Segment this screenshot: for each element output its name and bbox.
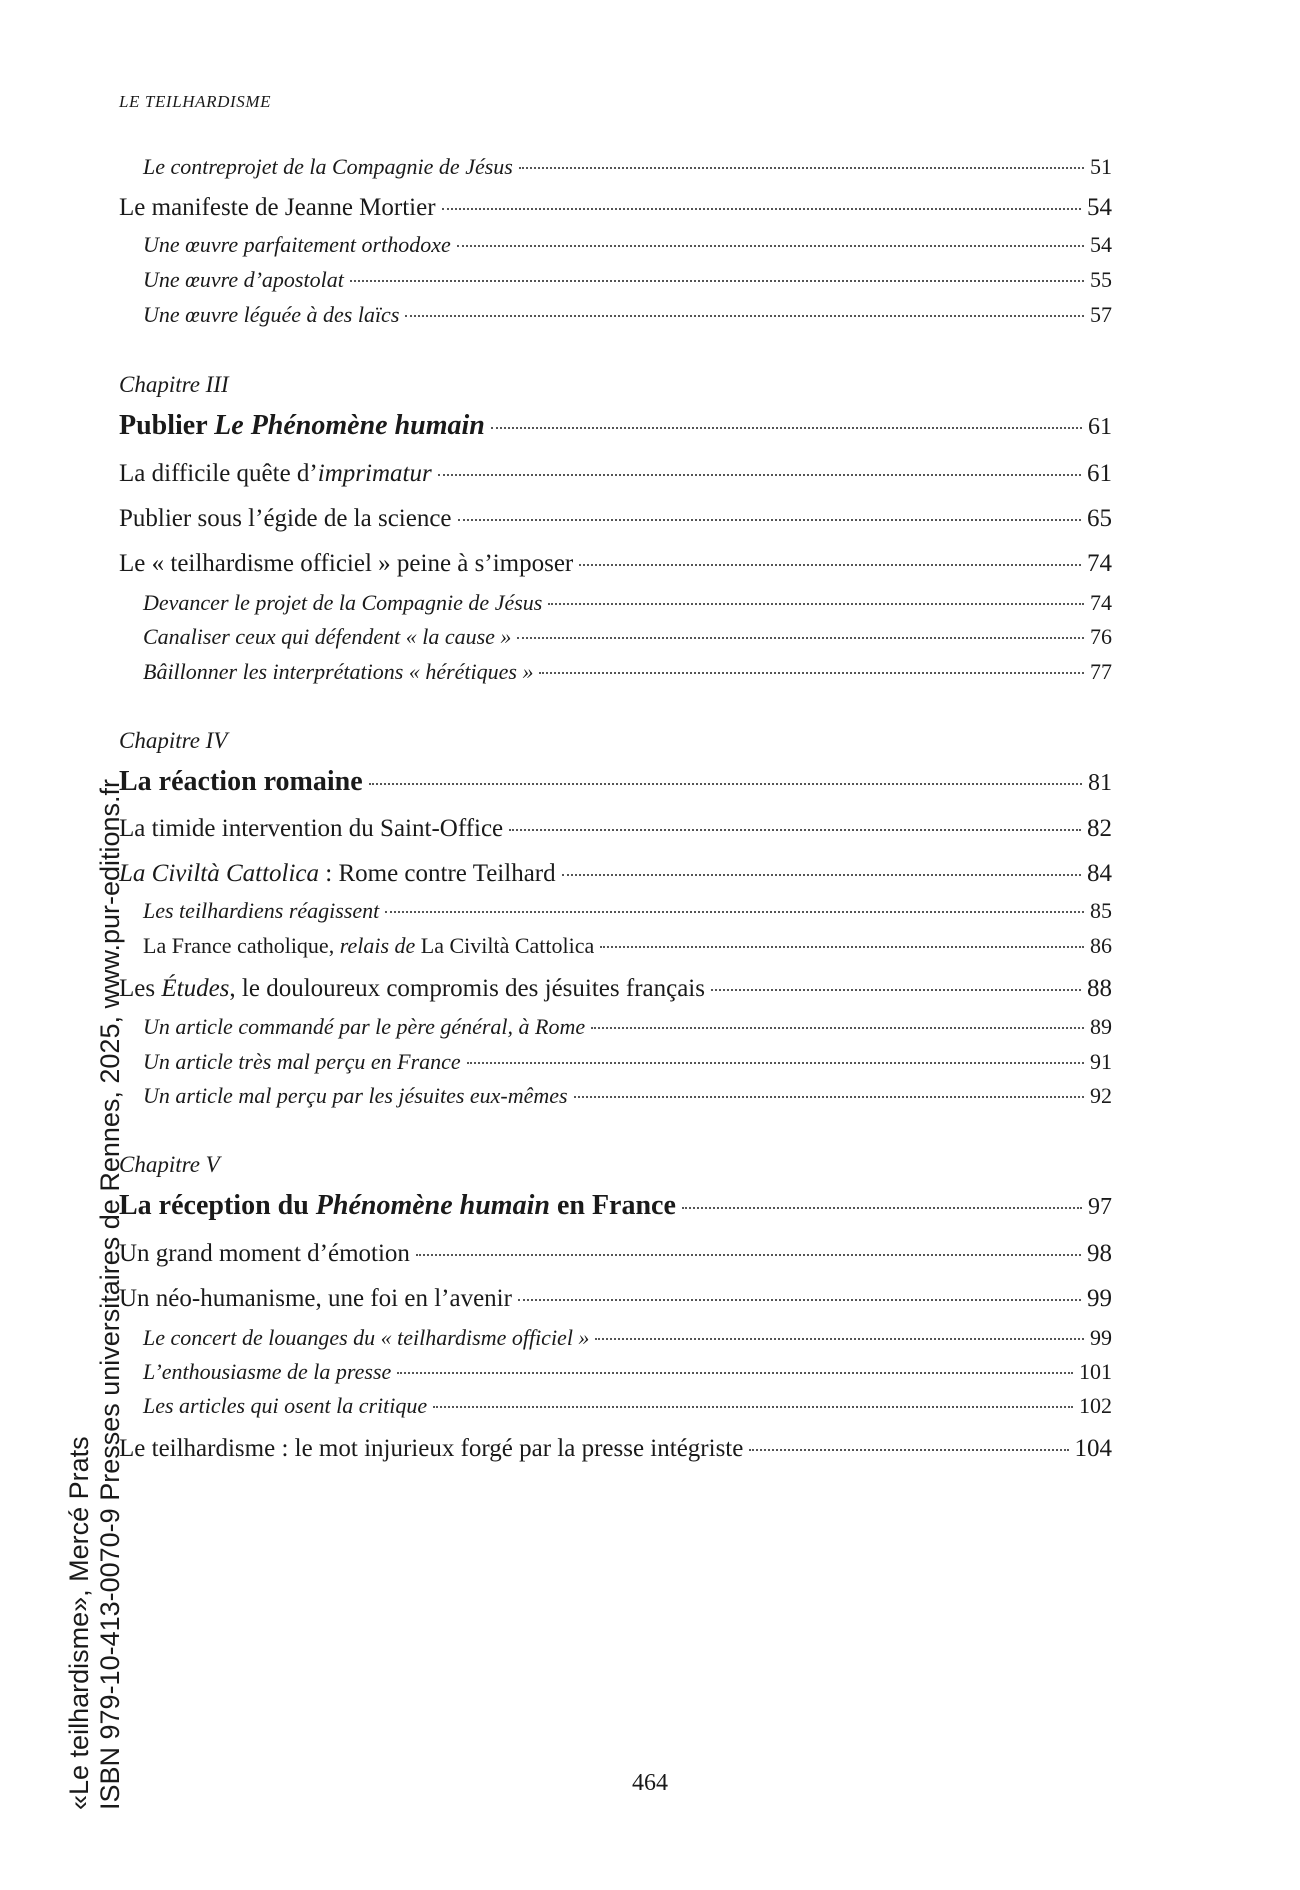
toc-title-segment: Le contreprojet de la Compagnie de Jésus xyxy=(143,154,513,179)
toc-entry[interactable] xyxy=(119,624,1112,650)
dot-leader xyxy=(711,989,1081,991)
toc-page-number: 89 xyxy=(1090,1014,1112,1039)
dot-leader xyxy=(562,874,1081,876)
toc-entry-title xyxy=(119,766,363,798)
toc-entry-title xyxy=(143,898,379,924)
toc-chapter-title[interactable] xyxy=(119,1190,1112,1222)
dot-leader xyxy=(548,603,1084,605)
dot-leader xyxy=(405,315,1084,317)
dot-leader xyxy=(509,829,1081,831)
toc-entry[interactable] xyxy=(119,1393,1112,1419)
toc-title-segment: L’enthousiasme de la presse xyxy=(143,1359,392,1384)
dot-leader xyxy=(369,783,1082,785)
toc-entry[interactable] xyxy=(119,659,1112,685)
toc-entry-title xyxy=(119,1435,743,1463)
toc-entry-title xyxy=(143,267,344,293)
toc-title-segment: Publier xyxy=(119,410,215,441)
toc-entry-title xyxy=(119,815,503,843)
toc-entry[interactable] xyxy=(119,1014,1112,1040)
toc-entry-title xyxy=(119,194,436,222)
toc-page-number: 92 xyxy=(1090,1083,1112,1108)
toc-page-number: 61 xyxy=(1087,460,1112,487)
dot-leader xyxy=(595,1338,1084,1340)
toc-title-segment: Une œuvre léguée à des laïcs xyxy=(143,302,400,327)
side-credit-line-1: «Le teilhardisme», Mercé Prats xyxy=(64,1436,94,1810)
toc-title-segment: Les articles qui osent la critique xyxy=(143,1393,428,1418)
toc-title-segment: Un grand moment d’émotion xyxy=(119,1240,410,1267)
toc-title-segment: La timide intervention du Saint-Office xyxy=(119,815,504,842)
toc-entry-title xyxy=(143,1083,568,1109)
toc-entry[interactable] xyxy=(119,302,1112,328)
toc-entry[interactable] xyxy=(119,860,1112,888)
dot-leader xyxy=(591,1027,1084,1029)
chapter-label: Chapitre V xyxy=(119,1152,220,1177)
toc-entry[interactable] xyxy=(119,975,1112,1003)
toc-entry-title xyxy=(119,975,705,1003)
dot-leader xyxy=(749,1449,1068,1451)
dot-leader xyxy=(467,1062,1084,1064)
toc-entry[interactable] xyxy=(119,898,1112,924)
toc-entry[interactable] xyxy=(119,933,1112,959)
toc-title-segment: en France xyxy=(549,1190,676,1221)
toc-title-segment: Phénomène humain xyxy=(315,1190,550,1221)
toc-title-segment: imprimatur xyxy=(317,460,432,487)
toc-page-number: 74 xyxy=(1090,590,1112,615)
dot-leader xyxy=(385,911,1084,913)
toc-page-number: 91 xyxy=(1090,1049,1112,1074)
toc-entry[interactable] xyxy=(119,154,1112,180)
dot-leader xyxy=(682,1207,1082,1209)
toc-entry[interactable] xyxy=(119,460,1112,488)
dot-leader xyxy=(519,167,1084,169)
toc-title-segment: Le Phénomène humain xyxy=(214,410,485,441)
toc-entry-title xyxy=(143,1014,585,1040)
toc-entry-title xyxy=(119,860,556,888)
toc-title-segment: La Civiltà Cattolica xyxy=(415,933,595,958)
toc-page-number: 88 xyxy=(1087,975,1112,1002)
dot-leader xyxy=(491,427,1082,429)
toc-entry[interactable] xyxy=(119,1325,1112,1351)
toc-title-segment: relais de xyxy=(339,933,416,958)
chapter-label: Chapitre IV xyxy=(119,728,228,753)
toc-entry-title xyxy=(143,624,511,650)
toc-page-number: 61 xyxy=(1088,414,1112,440)
toc-title-segment: Les xyxy=(119,975,162,1002)
toc-entry[interactable] xyxy=(119,1285,1112,1313)
toc-entry[interactable] xyxy=(119,590,1112,616)
toc-page-number: 57 xyxy=(1090,302,1112,327)
toc-title-segment: La réception du xyxy=(119,1190,316,1221)
toc-entry[interactable] xyxy=(119,505,1112,533)
toc-entry-title xyxy=(143,933,594,959)
toc-title-segment: Bâillonner les interprétations « hérétiques » xyxy=(143,659,534,684)
toc-page-number: 86 xyxy=(1090,933,1112,958)
toc-page-number: 97 xyxy=(1088,1194,1112,1220)
toc-entry-title xyxy=(143,1325,589,1351)
toc-title-segment: Une œuvre parfaitement orthodoxe xyxy=(143,232,451,257)
page-number: 464 xyxy=(632,1770,668,1796)
toc-title-segment: Études xyxy=(161,975,230,1002)
toc-title-segment: Le « teilhardisme officiel » peine à s’imposer xyxy=(119,550,574,577)
toc-page-number: 77 xyxy=(1090,659,1112,684)
toc-page-number: 101 xyxy=(1079,1359,1112,1384)
toc-page-number: 82 xyxy=(1087,815,1112,842)
toc-title-segment: Canaliser ceux qui défendent « la cause » xyxy=(143,624,512,649)
dot-leader xyxy=(574,1096,1084,1098)
dot-leader xyxy=(457,245,1084,247)
toc-page-number: 99 xyxy=(1087,1285,1112,1312)
toc-entry[interactable] xyxy=(119,1240,1112,1268)
toc-entry-title xyxy=(143,659,533,685)
toc-title-segment: La difficile quête d’ xyxy=(119,460,318,487)
toc-chapter-title[interactable] xyxy=(119,410,1112,442)
toc-entry-title xyxy=(119,1240,410,1268)
toc-entry-title xyxy=(119,410,485,442)
toc-entry[interactable] xyxy=(119,232,1112,258)
side-credit xyxy=(64,779,126,1810)
toc-chapter-title[interactable] xyxy=(119,766,1112,798)
toc-title-segment: Le manifeste de Jeanne Mortier xyxy=(119,194,436,221)
running-head: LE TEILHARDISME xyxy=(119,92,272,111)
dot-leader xyxy=(458,519,1081,521)
toc-page-number: 98 xyxy=(1087,1240,1112,1267)
toc-entry[interactable] xyxy=(119,1049,1112,1075)
toc-entry-title xyxy=(119,1285,512,1313)
toc-entry[interactable] xyxy=(119,1083,1112,1109)
dot-leader xyxy=(350,280,1084,282)
toc-page-number: 55 xyxy=(1090,267,1112,292)
dot-leader xyxy=(438,474,1081,476)
toc-title-segment: La France catholique, xyxy=(143,933,340,958)
toc-entry-title xyxy=(143,302,399,328)
toc-entry[interactable] xyxy=(119,1359,1112,1385)
dot-leader xyxy=(397,1372,1073,1374)
toc-entry[interactable] xyxy=(119,1435,1112,1463)
toc-page-number: 54 xyxy=(1087,194,1112,221)
toc-entry[interactable] xyxy=(119,550,1112,578)
toc-page-number: 102 xyxy=(1079,1393,1112,1418)
toc-page-number: 74 xyxy=(1087,550,1112,577)
toc-title-segment: Un article commandé par le père général, à Rome xyxy=(143,1014,586,1039)
dot-leader xyxy=(518,1299,1081,1301)
toc-page-number: 85 xyxy=(1090,898,1112,923)
dot-leader xyxy=(433,1406,1073,1408)
toc-title-segment: Un article mal perçu par les jésuites eux-mêmes xyxy=(143,1083,568,1108)
toc-entry-title xyxy=(119,460,432,488)
dot-leader xyxy=(600,946,1084,948)
chapter-label: Chapitre III xyxy=(119,372,229,397)
toc-page-number: 81 xyxy=(1088,770,1112,796)
toc-entry-title xyxy=(143,154,513,180)
dot-leader xyxy=(579,564,1081,566)
dot-leader xyxy=(442,208,1081,210)
toc-title-segment: Une œuvre d’apostolat xyxy=(143,267,344,292)
side-credit-line-2: ISBN 979-10-413-0070-9 Presses universitaires de Rennes, 2025, www.pur-editions.fr xyxy=(95,778,125,1810)
toc-entry[interactable] xyxy=(119,267,1112,293)
toc-page-number: 76 xyxy=(1090,624,1112,649)
toc-title-segment: Les teilhardiens réagissent xyxy=(143,898,380,923)
toc-title-segment: Un article très mal perçu en France xyxy=(143,1049,461,1074)
toc-page-number: 104 xyxy=(1074,1435,1112,1462)
toc-page-number: 99 xyxy=(1090,1325,1112,1350)
toc-entry-title xyxy=(143,232,451,258)
toc-title-segment: Publier sous l’égide de la science xyxy=(119,505,452,532)
dot-leader xyxy=(539,672,1084,674)
toc-title-segment: , le douloureux compromis des jésuites français xyxy=(229,975,705,1002)
toc-page-number: 51 xyxy=(1090,154,1112,179)
toc-title-segment: Le teilhardisme : le mot injurieux forgé par la presse intégriste xyxy=(119,1435,744,1462)
toc-title-segment: Devancer le projet de la Compagnie de Jésus xyxy=(143,590,543,615)
toc-page-number: 54 xyxy=(1090,232,1112,257)
dot-leader xyxy=(517,637,1084,639)
toc-entry-title xyxy=(119,505,452,533)
toc-entry-title xyxy=(143,590,542,616)
toc-entry-title xyxy=(119,1190,676,1222)
toc-page-number: 65 xyxy=(1087,505,1112,532)
toc-title-segment: Un néo-humanisme, une foi en l’avenir xyxy=(119,1285,512,1312)
toc-entry[interactable] xyxy=(119,194,1112,222)
toc-entry-title xyxy=(119,550,573,578)
toc-title-segment: La réaction romaine xyxy=(119,766,363,797)
toc-entry[interactable] xyxy=(119,815,1112,843)
dot-leader xyxy=(416,1254,1081,1256)
toc-page-number: 84 xyxy=(1087,860,1112,887)
table-of-contents xyxy=(119,0,1112,1890)
toc-title-segment: Le concert de louanges du « teilhardisme officiel » xyxy=(143,1325,590,1350)
toc-title-segment: : Rome contre Teilhard xyxy=(319,860,556,887)
toc-entry-title xyxy=(143,1049,461,1075)
toc-entry-title xyxy=(143,1393,427,1419)
toc-title-segment: La Civiltà Cattolica xyxy=(119,860,320,887)
toc-entry-title xyxy=(143,1359,391,1385)
